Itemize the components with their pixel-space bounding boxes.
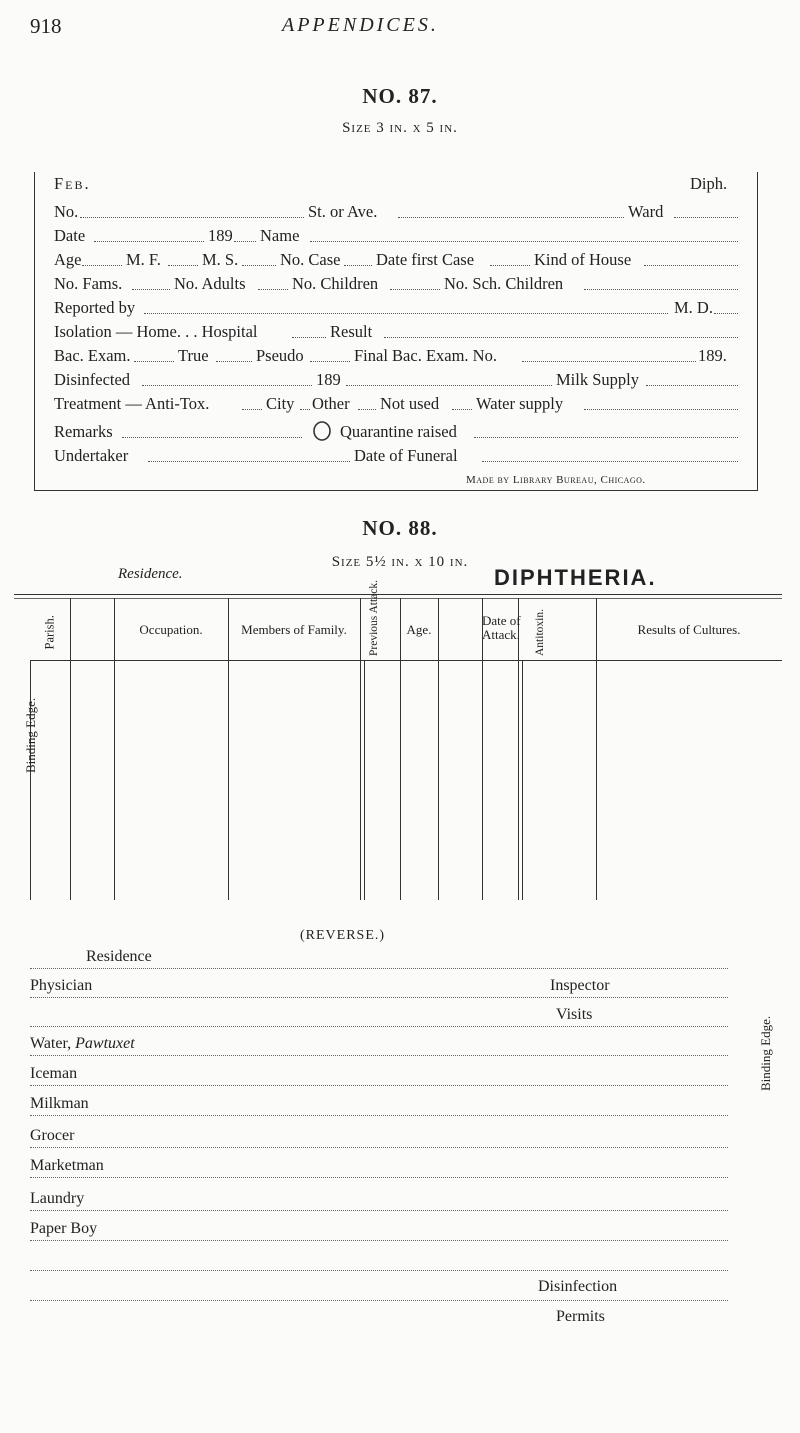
field-isolation-label: Isolation — Home. . . Hospital <box>54 322 258 341</box>
rev-inspector: Inspector <box>550 977 610 994</box>
field-street-label: St. or Ave. <box>308 202 378 221</box>
form-87-row-remarks <box>54 422 738 444</box>
field-first-case-label: Date first Case <box>376 250 475 269</box>
field-remarks-label: Remarks <box>54 422 113 441</box>
field-sex-label: M. F. <box>126 250 161 269</box>
form-87-row-isolation <box>54 322 738 344</box>
form-87-row-undertaker <box>54 446 738 468</box>
field-water-supply-label: Water supply <box>476 394 564 413</box>
rev-physician: Physician <box>30 977 93 994</box>
field-other-label: Other <box>312 394 350 413</box>
field-date-label: Date <box>54 226 86 245</box>
rev-iceman: Iceman <box>30 1065 78 1082</box>
field-final-year-label: 189. <box>698 346 727 365</box>
rev-milkman: Milkman <box>30 1095 89 1112</box>
form-88-residence: Residence. <box>118 566 183 582</box>
field-marital-label: M. S. <box>202 250 239 269</box>
rev-laundry: Laundry <box>30 1190 85 1207</box>
field-not-used-label: Not used <box>380 394 440 413</box>
form-88-number: NO. 88. <box>362 516 438 540</box>
reverse-binding-edge: Binding Edge. <box>758 1015 773 1091</box>
field-true-label: True <box>178 346 209 365</box>
rev-marketman: Marketman <box>30 1157 104 1174</box>
binding-edge-label: Binding Edge. <box>23 697 38 773</box>
column-occupation: Occupation. <box>139 622 203 637</box>
field-milk-label: Milk Supply <box>556 370 639 389</box>
field-house-label: Kind of House <box>534 250 632 269</box>
field-no-label: No. <box>54 202 79 221</box>
form-87-row-families <box>54 274 738 296</box>
field-year-label: 189 <box>208 226 233 245</box>
field-undertaker-label: Undertaker <box>54 446 129 465</box>
form-87-credit: Made by Library Bureau, Chicago. <box>466 474 646 486</box>
field-school-children-label: No. Sch. Children <box>444 274 564 293</box>
field-quarantine-label: Quarantine raised <box>340 422 457 441</box>
column-family: Members of Family. <box>241 622 347 637</box>
field-disinfected-label: Disinfected <box>54 370 131 389</box>
field-pseudo-label: Pseudo <box>256 346 304 365</box>
form-88-size: Size 5½ in. x 10 in. <box>331 554 469 570</box>
field-result-label: Result <box>330 322 373 341</box>
field-final-bac-label: Final Bac. Exam. No. <box>354 346 497 365</box>
column-cultures: Results of Cultures. <box>637 622 741 637</box>
form-87-row-number <box>54 202 738 224</box>
field-disinfected-year-label: 189 <box>316 370 341 389</box>
form-87-row-age <box>54 250 738 272</box>
form-87-row-date <box>54 226 738 248</box>
field-funeral-label: Date of Funeral <box>354 446 458 465</box>
rev-grocer: Grocer <box>30 1127 75 1144</box>
field-md-label: M. D. <box>674 298 713 317</box>
rev-residence: Residence <box>86 948 152 965</box>
rev-permits: Permits <box>556 1308 605 1325</box>
field-treatment-label: Treatment — Anti-Tox. <box>54 394 210 413</box>
reverse-label: (REVERSE.) <box>300 928 386 943</box>
column-previous-attack: Previous Attack. <box>368 579 380 656</box>
running-title: APPENDICES. <box>282 14 439 36</box>
column-antitoxin: Antitoxin. <box>534 609 546 656</box>
page-number: 918 <box>30 14 62 38</box>
column-age: Age. <box>406 622 432 637</box>
field-children-label: No. Children <box>292 274 379 293</box>
water-source: Pawtuxet <box>75 1035 135 1052</box>
rev-visits: Visits <box>556 1006 593 1023</box>
field-age-label: Age <box>54 250 82 269</box>
field-case-label: No. Case <box>280 250 341 269</box>
form-87-number: NO. 87. <box>362 84 438 108</box>
field-city-label: City <box>266 394 295 413</box>
form-87-row-treatment <box>54 394 738 416</box>
form-87-row-reported <box>54 298 738 320</box>
rev-paper-boy: Paper Boy <box>30 1220 98 1237</box>
column-parish: Parish. <box>42 615 57 650</box>
form-87-disease: Diph. <box>690 174 728 193</box>
form-87-month: Feb. <box>54 174 91 193</box>
column-date-of-attack: Date of Attack. <box>482 613 521 642</box>
field-ward-label: Ward <box>628 202 664 221</box>
form-88-title: DIPHTHERIA. <box>494 565 657 590</box>
form-87-row-bac-exam <box>54 346 738 368</box>
binder-hole-icon <box>312 420 332 442</box>
field-name-label: Name <box>260 226 300 245</box>
field-adults-label: No. Adults <box>174 274 246 293</box>
rev-water: Water, Pawtuxet <box>30 1035 135 1052</box>
form-87-size: Size 3 in. x 5 in. <box>342 120 458 136</box>
field-reported-label: Reported by <box>54 298 136 317</box>
form-87-row-disinfected <box>54 370 738 392</box>
field-bac-exam-label: Bac. Exam. <box>54 346 131 365</box>
field-fams-label: No. Fams. <box>54 274 123 293</box>
rev-disinfection: Disinfection <box>538 1278 618 1295</box>
